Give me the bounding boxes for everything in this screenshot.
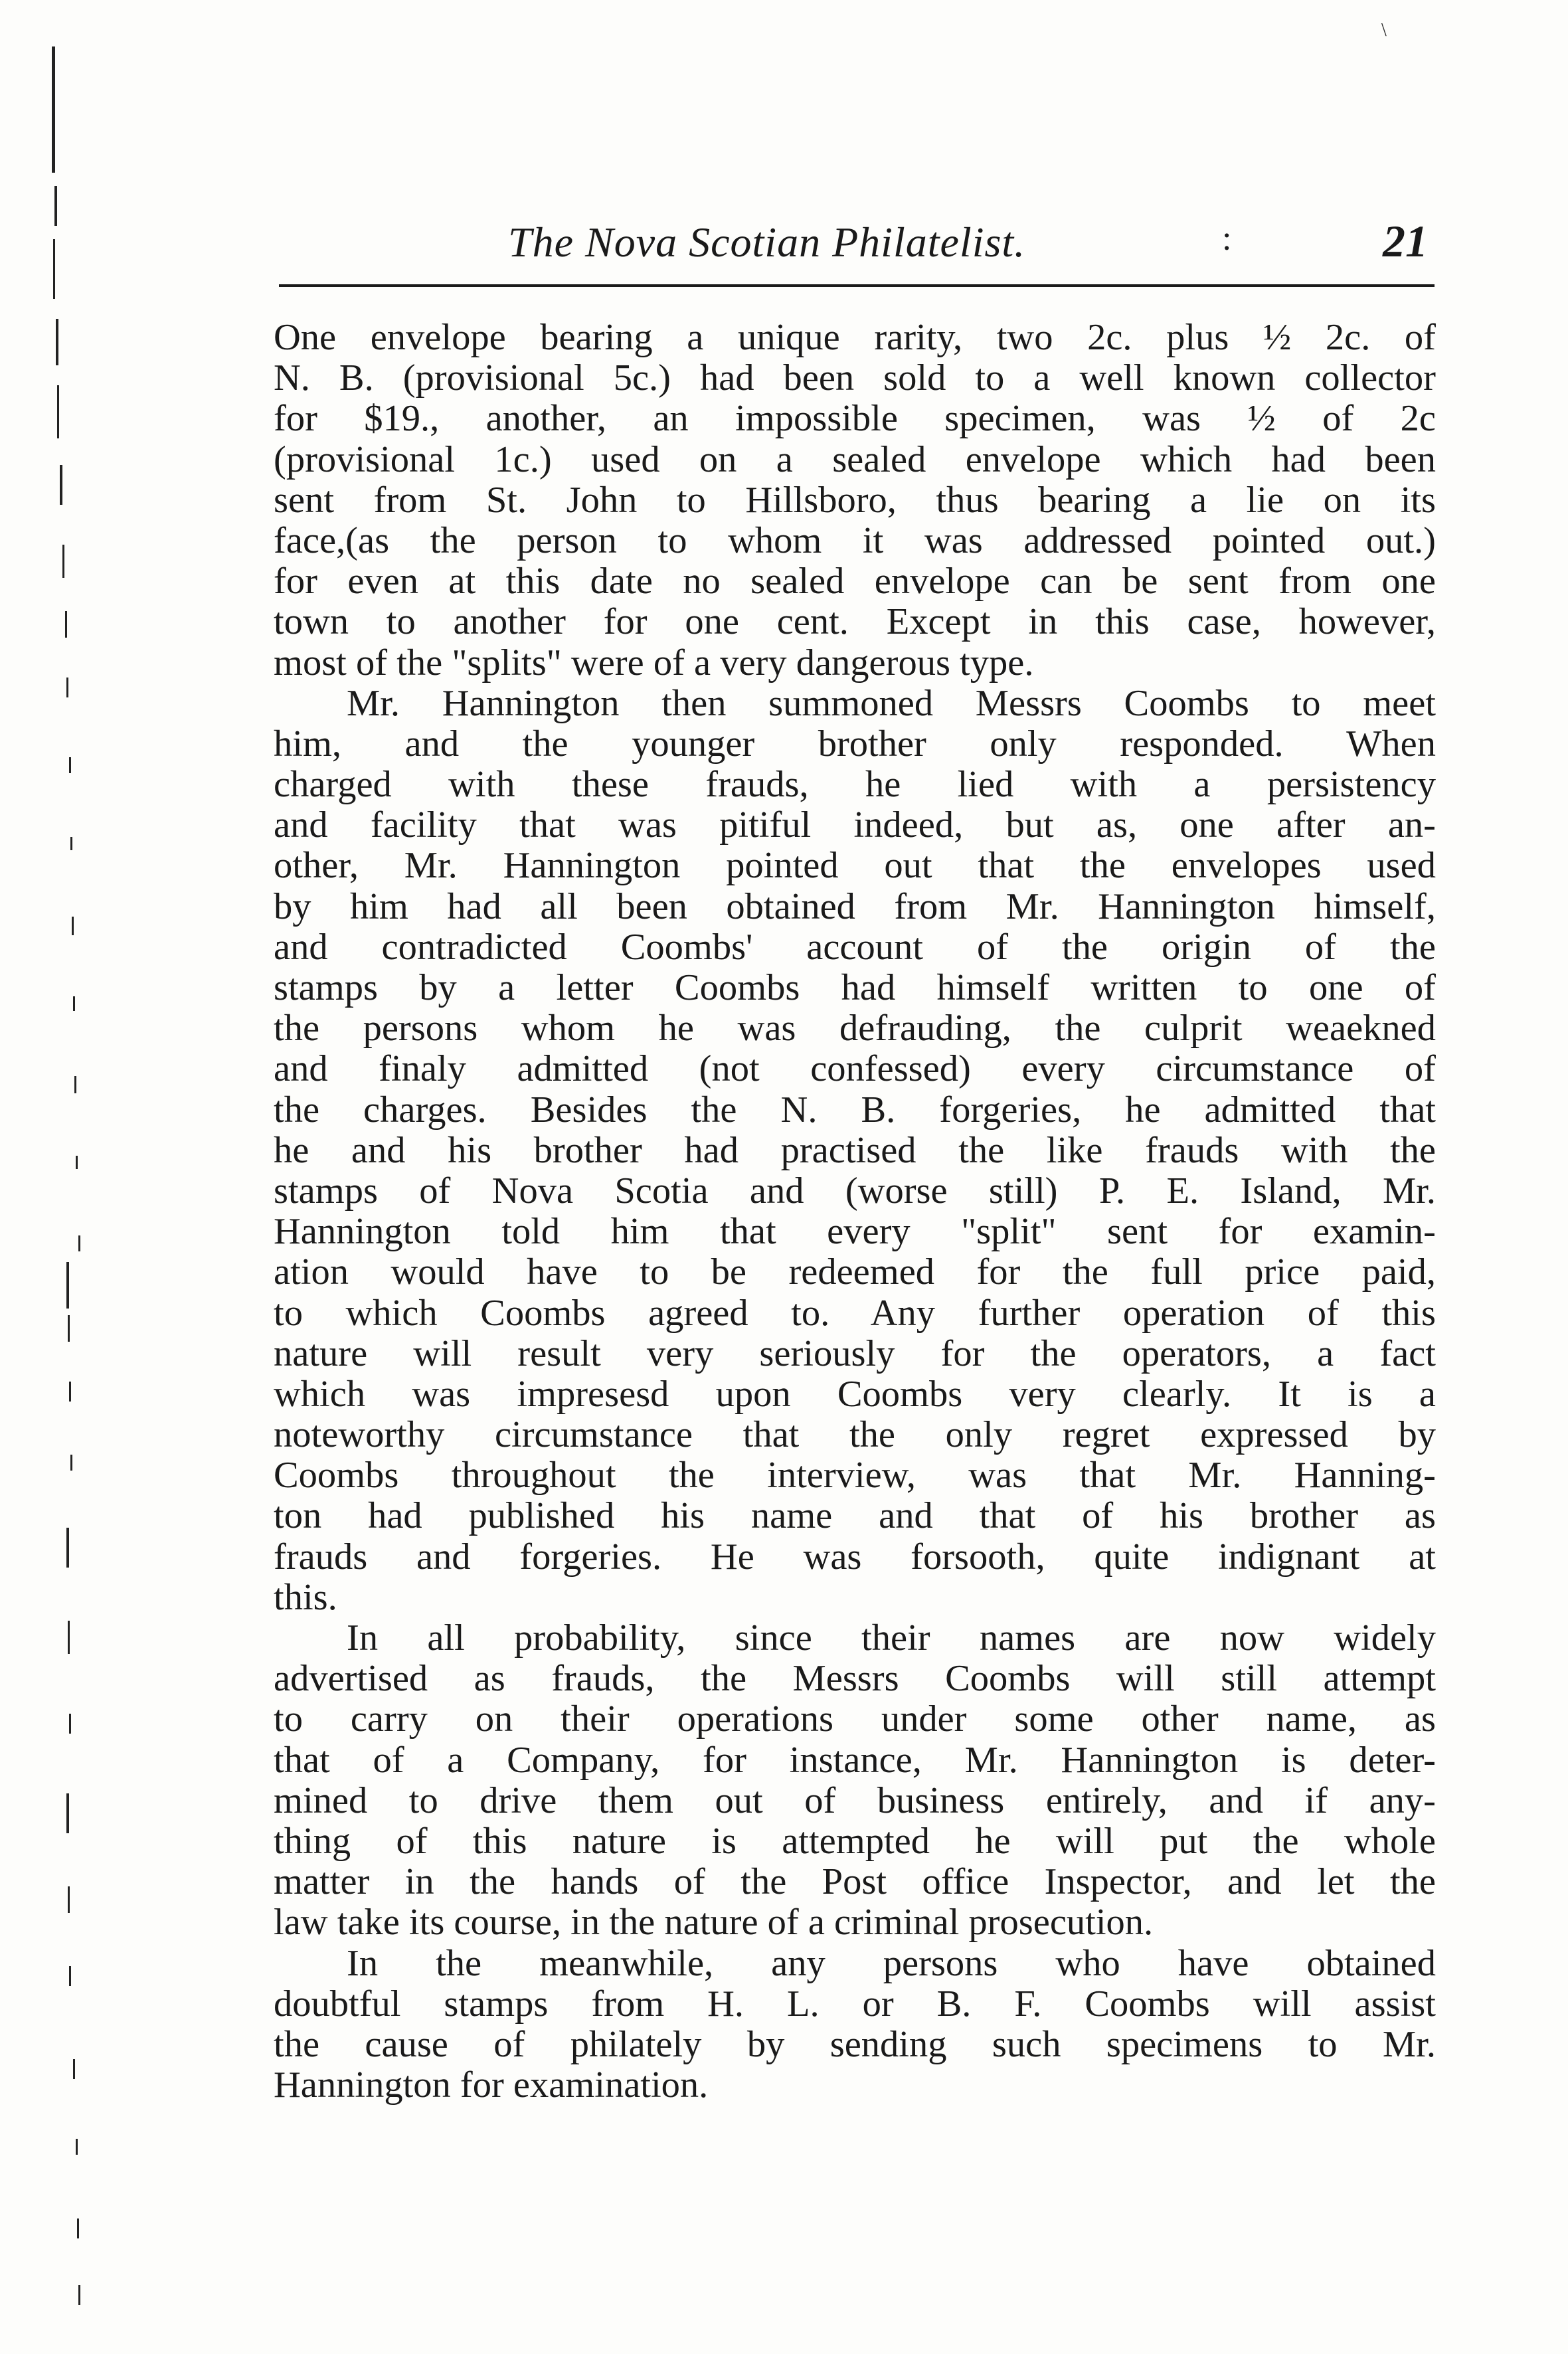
text-line: for $19., another, an impossible specimen, was ½ of 2c [274, 398, 1436, 440]
header-separator: : [1222, 220, 1232, 258]
text-line: mined to drive them out of business entirely, and if any- [274, 1779, 1436, 1821]
binding-edge-artifacts [46, 40, 126, 2325]
text-line: advertised as frauds, the Messrs Coombs will still attempt [274, 1658, 1436, 1700]
corner-mark: \ [1381, 20, 1387, 41]
text-line: other, Mr. Hannington pointed out that the envelopes used [274, 845, 1436, 887]
text-line: and facility that was pitiful indeed, but as, one after an- [274, 804, 1436, 846]
header-rule [279, 284, 1435, 287]
article-body [274, 317, 1436, 2106]
text-line: doubtful stamps from H. L. or B. F. Coombs will assist [274, 1983, 1436, 2025]
text-line: this. [274, 1576, 337, 1618]
text-line: town to another for one cent. Except in this case, however, [274, 601, 1436, 643]
text-line: the cause of philately by sending such specimens to Mr. [274, 2023, 1436, 2065]
text-line: and contradicted Coombs' account of the origin of the [274, 926, 1436, 968]
text-line: the charges. Besides the N. B. forgeries, he admitted that [274, 1089, 1436, 1131]
text-line: that of a Company, for instance, Mr. Hannington is deter- [274, 1739, 1436, 1781]
text-line: which was impresesd upon Coombs very clearly. It is a [274, 1373, 1436, 1415]
text-line: him, and the younger brother only responded. When [274, 723, 1436, 765]
text-line: In all probability, since their names are now widely [347, 1617, 1436, 1659]
text-line: Mr. Hannington then summoned Messrs Coombs to meet [347, 682, 1436, 724]
text-line: Coombs throughout the interview, was that Mr. Hanning- [274, 1455, 1436, 1496]
text-line: (provisional 1c.) used on a sealed envelope which had been [274, 438, 1436, 480]
text-line: to carry on their operations under some other name, as [274, 1698, 1436, 1740]
page-header [279, 213, 1435, 286]
text-line: frauds and forgeries. He was forsooth, quite indignant at [274, 1536, 1436, 1578]
text-line: face,(as the person to whom it was addressed pointed out.) [274, 519, 1436, 561]
text-line: Hannington told him that every "split" sent for examin- [274, 1211, 1436, 1253]
running-title: The Nova Scotian Philatelist. [508, 219, 1026, 266]
page-number: 21 [1383, 216, 1428, 266]
text-line: most of the "splits" were of a very dangerous type. [274, 642, 1034, 683]
text-line: noteworthy circumstance that the only regret expressed by [274, 1414, 1436, 1456]
text-line: Hannington for examination. [274, 2064, 709, 2106]
text-line: sent from St. John to Hillsboro, thus bearing a lie on its [274, 479, 1436, 521]
text-line: charged with these frauds, he lied with a persistency [274, 764, 1436, 806]
text-line: stamps of Nova Scotia and (worse still) P. E. Island, Mr. [274, 1170, 1436, 1212]
text-line: the persons whom he was defrauding, the culprit weaekned [274, 1008, 1436, 1049]
text-line: nature will result very seriously for the operators, a fact [274, 1332, 1436, 1374]
text-line: for even at this date no sealed envelope can be sent from one [274, 561, 1436, 602]
text-line: matter in the hands of the Post office Inspector, and let the [274, 1861, 1436, 1903]
text-line: stamps by a letter Coombs had himself written to one of [274, 967, 1436, 1008]
text-line: he and his brother had practised the like frauds with the [274, 1129, 1436, 1171]
text-line: law take its course, in the nature of a criminal prosecution. [274, 1902, 1154, 1944]
text-line: One envelope bearing a unique rarity, two 2c. plus ½ 2c. of [274, 317, 1436, 358]
text-line: In the meanwhile, any persons who have obtained [347, 1942, 1436, 1984]
text-line: and finaly admitted (not confessed) every circumstance of [274, 1048, 1436, 1090]
text-line: ton had published his name and that of his brother as [274, 1495, 1436, 1537]
text-line: to which Coombs agreed to. Any further operation of this [274, 1292, 1436, 1334]
text-line: thing of this nature is attempted he will put the whole [274, 1820, 1436, 1862]
text-line: ation would have to be redeemed for the full price paid, [274, 1251, 1436, 1293]
text-line: N. B. (provisional 5c.) had been sold to a well known collector [274, 357, 1436, 399]
text-line: by him had all been obtained from Mr. Hannington himself, [274, 885, 1436, 927]
